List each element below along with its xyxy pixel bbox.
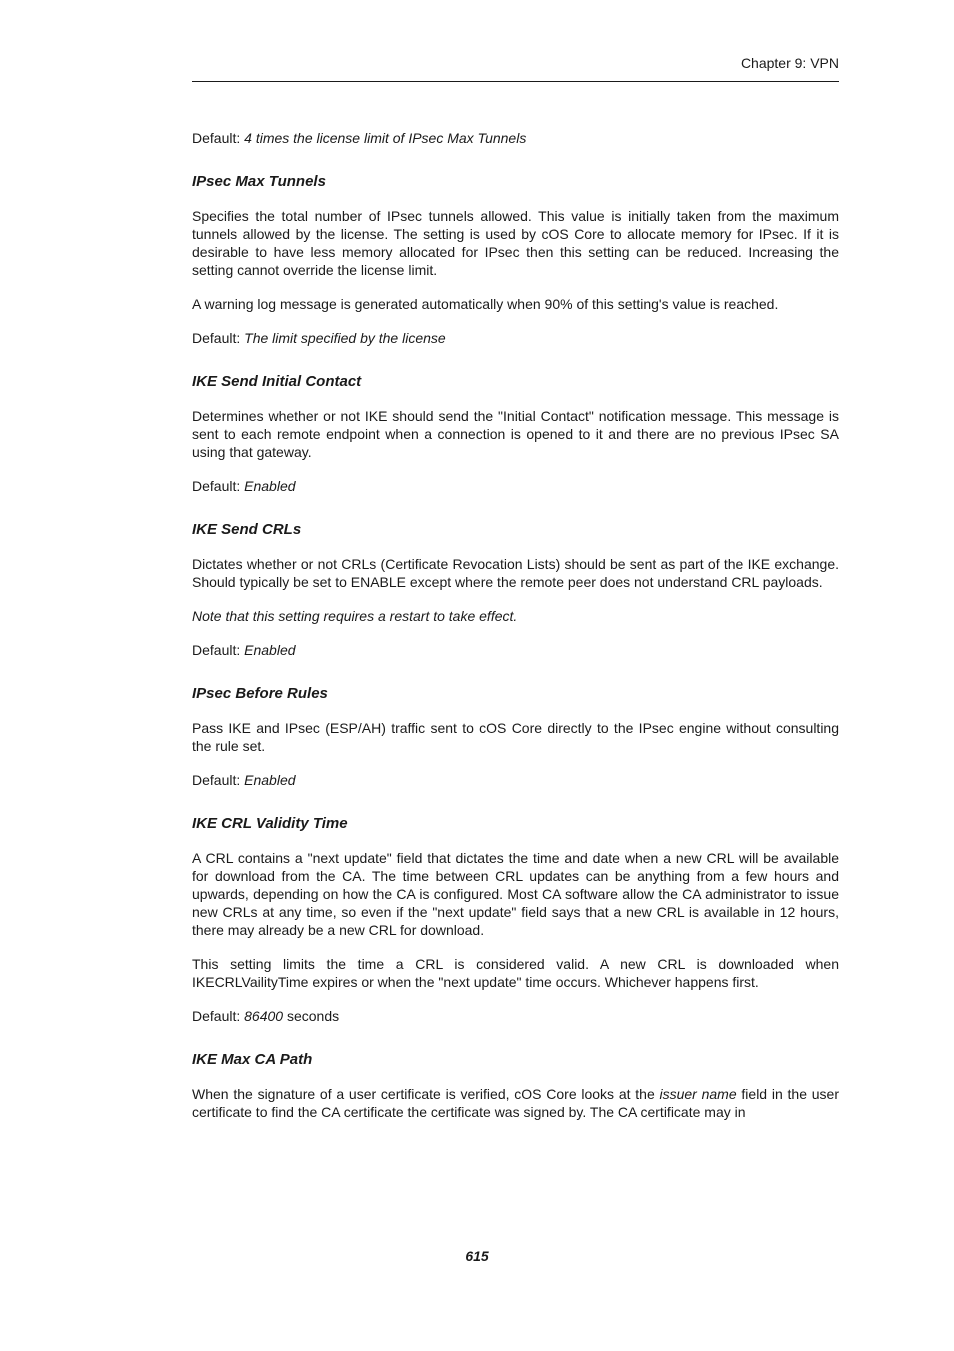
intro-default <box>192 129 839 147</box>
section-default <box>192 329 839 347</box>
section-paragraph: A CRL contains a "next update" field that dictates the time and date when a new CRL will be available for download from the CA. The time between CRL updates can be anything from a few hours and upwards, depending on how the CA is configured. Most CA software allow the CA administrator to issue new CRLs at any time, so even if the "next update" field says that a new CRL is available in 12 hours, there may already be a new CRL for download. <box>192 850 839 938</box>
default-value: Enabled <box>244 642 296 658</box>
default-label: Default: <box>192 130 245 146</box>
note-text: Note that this setting requires a restart to take effect. <box>192 608 518 624</box>
page-number: 615 <box>465 1248 489 1264</box>
section-paragraph: Pass IKE and IPsec (ESP/AH) traffic sent to cOS Core directly to the IPsec engine without consulting the rule set. <box>192 720 839 754</box>
section-paragraph: Determines whether or not IKE should send the "Initial Contact" notification message. This message is sent to each remote endpoint when a connection is opened to it and there are no previous IPsec SA using that gateway. <box>192 408 839 460</box>
section-title: IKE Max CA Path <box>192 1051 313 1068</box>
section-paragraph: Dictates whether or not CRLs (Certificate Revocation Lists) should be sent as part of the IKE exchange. Should typically be set to ENABLE except where the remote peer does not understand CRL payloads. <box>192 556 839 590</box>
section-ike-send-crls <box>192 521 839 659</box>
default-value: 4 times the license limit of IPsec Max Tunnels <box>244 130 527 146</box>
section-paragraph: A warning log message is generated automatically when 90% of this setting's value is reached. <box>192 296 779 312</box>
page-content <box>192 129 839 1137</box>
section-ike-max-ca-path <box>192 1051 839 1121</box>
default-label: Default: <box>192 1008 245 1024</box>
section-ike-send-initial-contact <box>192 373 839 495</box>
section-ipsec-max-tunnels <box>192 173 839 347</box>
emphasis-text: issuer name <box>659 1086 737 1102</box>
default-value: Enabled <box>244 772 296 788</box>
default-value: Enabled <box>244 478 296 494</box>
section-paragraph: This setting limits the time a CRL is considered valid. A new CRL is downloaded when IKECRLVailityTime expires or when the "next update" time occurs. Whichever happens first. <box>192 956 839 990</box>
section-paragraph <box>192 1085 839 1121</box>
section-title: IKE Send CRLs <box>192 521 302 538</box>
section-default <box>192 477 839 495</box>
default-value: The limit specified by the license <box>244 330 446 346</box>
default-label: Default: <box>192 772 245 788</box>
section-paragraph: Specifies the total number of IPsec tunnels allowed. This value is initially taken from the maximum tunnels allowed by the license. The setting is used by cOS Core to allocate memory for IPsec. If it is desirable to have less memory allocated for IPsec then this setting can be reduced. Increasing the setting cannot override the license limit. <box>192 208 839 278</box>
section-title: IPsec Max Tunnels <box>192 173 326 190</box>
section-default <box>192 1007 839 1025</box>
default-label: Default: <box>192 330 245 346</box>
section-ike-crl-validity-time <box>192 815 839 1025</box>
section-title: IKE Send Initial Contact <box>192 373 362 390</box>
page-header <box>192 55 839 82</box>
section-ipsec-before-rules <box>192 685 839 789</box>
chapter-title: Chapter 9: VPN <box>740 55 839 71</box>
section-default <box>192 641 839 659</box>
default-label: Default: <box>192 478 245 494</box>
section-note <box>192 607 839 625</box>
paragraph-text: field in the user certificate to find the CA certificate the certificate was signed by. The CA certificate may in <box>192 1086 839 1120</box>
section-default <box>192 771 839 789</box>
default-unit: seconds <box>283 1008 340 1024</box>
section-title: IPsec Before Rules <box>192 685 328 702</box>
paragraph-text: When the signature of a user certificate is verified, cOS Core looks at the <box>192 1086 660 1102</box>
default-value: 86400 <box>244 1008 284 1024</box>
default-label: Default: <box>192 642 245 658</box>
section-title: IKE CRL Validity Time <box>192 815 348 832</box>
